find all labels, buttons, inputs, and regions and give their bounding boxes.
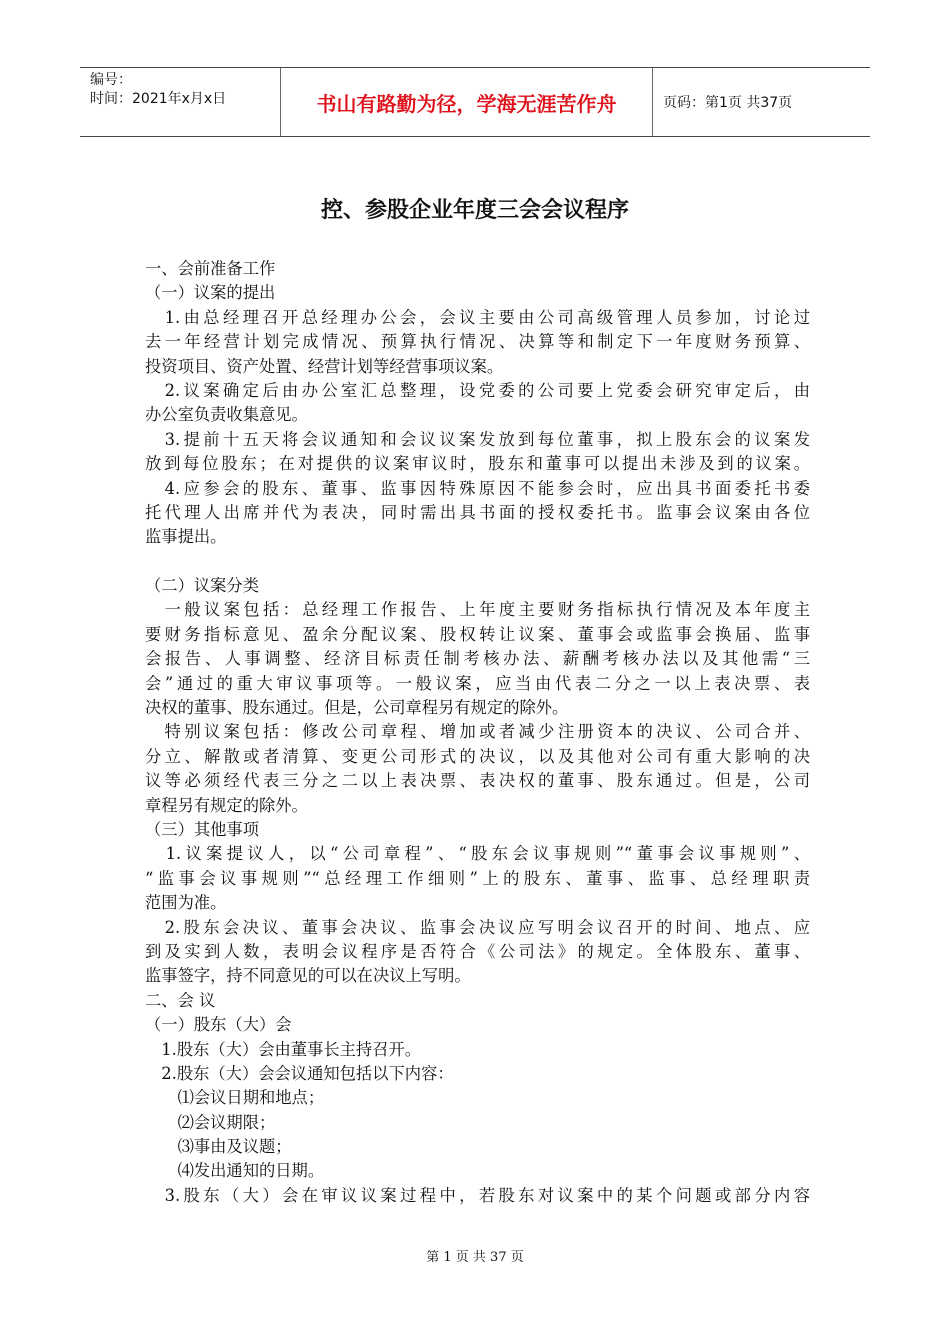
blank-line [145, 550, 810, 574]
body-line: 1.股东（大）会由董事长主持召开。 [145, 1039, 422, 1059]
body-line: 监事签字，持不同意见的可以在决议上写明。 [145, 966, 471, 986]
body-line: 会报告、人事调整、经济目标责任制考核办法、薪酬考核办法以及其他需“三 [145, 649, 810, 669]
document-date-label: 时间：2021年x月x日 [90, 91, 227, 107]
body-line: 特别议案包括：修改公司章程、增加或者减少注册资本的决议、公司合并、 [145, 722, 810, 742]
body-line: 到及实到人数，表明会议程序是否符合《公司法》的规定。全体股东、董事、 [145, 941, 810, 961]
body-line: 4.应参会的股东、董事、监事因特殊原因不能参会时，应出具书面委托书委 [145, 478, 810, 498]
body-line: 一般议案包括：总经理工作报告、上年度主要财务指标执行情况及本年度主 [145, 600, 810, 620]
body-line: 决权的董事、股东通过。但是，公司章程另有规定的除外。 [145, 698, 569, 718]
header-motto-cell [281, 68, 653, 136]
body-line: 2.议案确定后由办公室汇总整理，设党委的公司要上党委会研究审定后，由 [145, 380, 810, 400]
body-line: 2.股东（大）会会议通知包括以下内容： [145, 1063, 454, 1083]
body-line: ⑵会议期限； [145, 1112, 276, 1132]
body-line: ⑷发出通知的日期。 [145, 1161, 325, 1181]
body-line: 会”通过的重大审议事项等。一般议案，应当由代表二分之一以上表决票、表 [145, 673, 810, 693]
body-line: 办公室负责收集意见。 [145, 405, 308, 425]
body-line: 去一年经营计划完成情况、预算执行情况、决算等和制定下一年度财务预算、 [145, 332, 810, 352]
body-line: 一、会前准备工作 [145, 259, 276, 278]
body-line: 范围为准。 [145, 893, 227, 913]
body-line: 二、会 议 [145, 990, 216, 1010]
header-motto: 书山有路勤为径，学海无涯苦作舟 [316, 91, 617, 116]
body-line: 投资项目、资产处置、经营计划等经营事项议案。 [145, 356, 504, 376]
body-line: 2.股东会决议、董事会决议、监事会决议应写明会议召开的时间、地点、应 [145, 917, 810, 937]
body-line: （三）其他事项 [145, 819, 259, 839]
body-line: 章程另有规定的除外。 [145, 795, 308, 815]
body-line: ⑶事由及议题； [145, 1137, 292, 1157]
body-line: 3.提前十五天将会议通知和会议议案发放到每位董事，拟上股东会的议案发 [145, 429, 810, 449]
body-line: （一）议案的提出 [145, 283, 276, 303]
body-line: 1.由总经理召开总经理办公会，会议主要由公司高级管理人员参加，讨论过 [145, 307, 810, 327]
header-table [80, 67, 870, 137]
body-line: ⑴会议日期和地点； [145, 1088, 325, 1108]
page-footer: 第 1 页 共 37 页 [426, 1250, 524, 1265]
body-line: 1.议案提议人，以“公司章程”、“股东会议事规则”“董事会议事规则”、 [145, 844, 810, 864]
document-title: 控、参股企业年度三会会议程序 [320, 198, 629, 223]
body-line: 放到每位股东；在对提供的议案审议时，股东和董事可以提出未涉及到的议案。 [145, 454, 810, 474]
header-left-cell [80, 68, 281, 136]
body-line: 3.股东（大）会在审议议案过程中，若股东对议案中的某个问题或部分内容 [145, 1185, 810, 1205]
document-body [145, 257, 810, 1208]
body-line: 议等必须经代表三分之二以上表决票、表决权的董事、股东通过。但是，公司 [145, 771, 810, 791]
body-line: “监事会议事规则”“总经理工作细则”上的股东、董事、监事、总经理职责 [145, 868, 810, 888]
body-line: （一）股东（大）会 [145, 1015, 292, 1035]
body-line: （二）议案分类 [145, 576, 259, 596]
header-page-cell [653, 68, 870, 136]
body-line: 监事提出。 [145, 527, 227, 547]
body-line: 托代理人出席并代为表决，同时需出具书面的授权委托书。监事会议案由各位 [145, 502, 810, 522]
header-page-info: 页码：第1页 共37页 [663, 95, 793, 111]
body-line: 要财务指标意见、盈余分配议案、股权转让议案、董事会或监事会换届、监事 [145, 624, 810, 644]
document-number-label: 编号： [90, 72, 132, 88]
body-line: 分立、解散或者清算、变更公司形式的决议，以及其他对公司有重大影响的决 [145, 746, 810, 766]
